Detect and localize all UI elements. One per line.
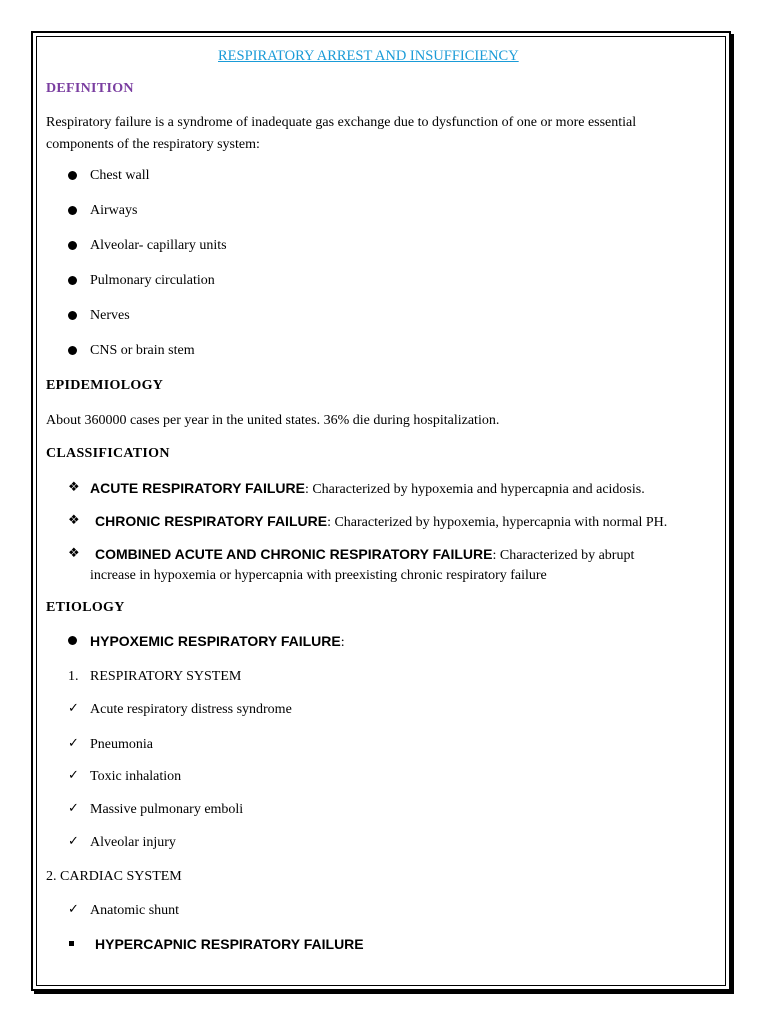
document-title: RESPIRATORY ARREST AND INSUFFICIENCY [218,48,519,64]
bullet-icon [68,346,77,355]
page-border-shadow [731,34,734,994]
hypercapnic-heading: HYPERCAPNIC RESPIRATORY FAILURE [95,936,364,952]
diamond-bullet-icon: ❖ [68,480,80,495]
list-item: Alveolar injury [90,835,176,850]
list-item: Massive pulmonary emboli [90,802,244,817]
list-item: Acute respiratory distress syndrome [90,702,292,717]
classification-heading: CLASSIFICATION [46,446,170,461]
classification-term: COMBINED ACUTE AND CHRONIC RESPIRATORY FAILURE [95,546,493,562]
check-icon: ✓ [68,902,79,917]
classification-desc: increase in hypoxemia or hypercapnia with preexisting chronic respiratory failure [90,568,547,583]
bullet-icon [68,171,77,180]
list-item: Pneumonia [90,737,153,752]
classification-term: ACUTE RESPIRATORY FAILURE [90,480,305,496]
definition-text: Respiratory failure is a syndrome of inadequate gas exchange due to dysfunction of one or more essential [46,115,637,130]
bullet-icon [68,311,77,320]
numbered-marker: 1. [68,669,79,684]
epidemiology-text: About 360000 cases per year in the united states. 36% die during hospitalization. [46,413,500,428]
bullet-icon [68,241,77,250]
epidemiology-heading: EPIDEMIOLOGY [46,378,164,393]
list-item: Nerves [90,308,130,323]
list-item: Alveolar- capillary units [90,238,227,253]
list-item: CNS or brain stem [90,343,195,358]
check-icon: ✓ [68,736,79,751]
classification-item [90,479,645,499]
list-item: Pulmonary circulation [90,273,215,288]
bullet-icon [68,276,77,285]
diamond-bullet-icon: ❖ [68,513,80,528]
square-bullet-icon [69,941,74,946]
definition-text: components of the respiratory system: [46,137,260,152]
bullet-icon [68,636,77,645]
list-item: Chest wall [90,168,150,183]
check-icon: ✓ [68,701,79,716]
list-item: Anatomic shunt [90,903,180,918]
classification-item [95,545,634,565]
hypoxemic-label: HYPOXEMIC RESPIRATORY FAILURE [90,633,341,649]
cardiac-system-heading: 2. CARDIAC SYSTEM [46,869,182,884]
respiratory-system-heading: RESPIRATORY SYSTEM [90,669,242,684]
classification-item [95,512,667,532]
check-icon: ✓ [68,768,79,783]
hypoxemic-colon: : [340,635,345,650]
classification-desc: : Characterized by hypoxemia, hypercapnia with normal PH. [327,515,668,530]
check-icon: ✓ [68,801,79,816]
list-item: Airways [90,203,138,218]
classification-desc: : Characterized by hypoxemia and hypercapnia and acidosis. [304,482,645,497]
etiology-heading: ETIOLOGY [46,600,125,615]
hypoxemic-heading [90,632,345,652]
check-icon: ✓ [68,834,79,849]
classification-term: CHRONIC RESPIRATORY FAILURE [95,513,328,529]
list-item: Toxic inhalation [90,769,182,784]
page-border-shadow [34,991,734,994]
definition-heading: DEFINITION [46,81,134,96]
classification-desc: : Characterized by abrupt [492,548,635,563]
bullet-icon [68,206,77,215]
diamond-bullet-icon: ❖ [68,546,80,561]
